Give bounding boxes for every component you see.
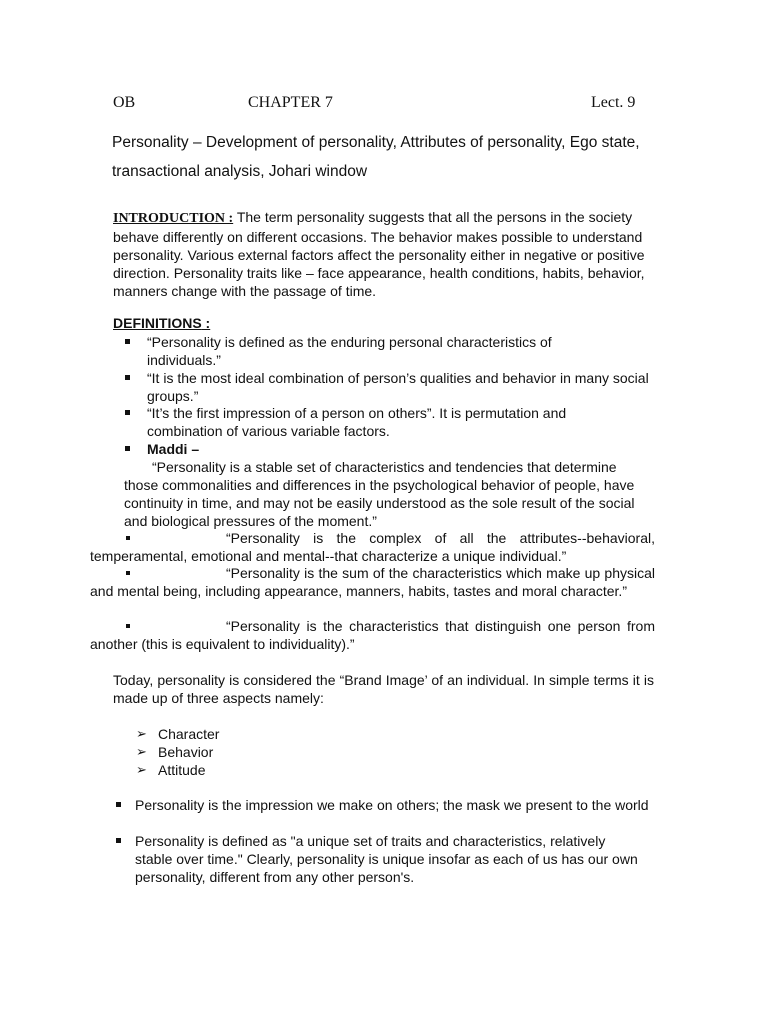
square-bullet-icon [116,802,121,807]
definition-extra: “Personality is the characteristics that distinguish one person from another (this is equivalent to individuality).” [90,618,655,652]
definition-extra: “Personality is the complex of all the attributes--behavioral, temperamental, emotional and mental--that characterize a unique individual.” [90,530,655,564]
maddi-quote: “Personality is a stable set of characteristics and tendencies that determine those commonalities and differences in the psychological behavior of people, have continuity in time, and may not be easily understood as the sole result of the social and biological pressures of the moment.” [124,459,635,529]
arrow-bullet-icon: ➢ [136,726,147,741]
closing-item: Personality is the impression we make on others; the mask we present to the world [135,797,649,813]
header-chapter: CHAPTER 7 [248,94,333,111]
aspect-item: Character [158,726,220,742]
square-bullet-icon [125,339,130,344]
square-bullet-icon [125,446,130,451]
definition-item: “It is the most ideal combination of person’s qualities and behavior in many social groups.” [147,370,649,404]
definition-item: “Personality is defined as the enduring personal characteristics of individuals.” [147,334,552,368]
introduction-label: INTRODUCTION : [113,211,234,226]
definition-item: “It’s the first impression of a person on others”. It is permutation and combination of various variable factors. [147,405,567,439]
definitions-heading [113,315,210,331]
header-course: OB [113,94,136,111]
square-bullet-icon [116,838,121,843]
square-bullet-icon [125,375,130,380]
aspect-item: Attitude [158,762,206,778]
definition-extra: “Personality is the sum of the characteristics which make up physical and mental being, including appearance, manners, habits, tastes and moral character.” [90,565,655,599]
introduction-paragraph [113,208,658,300]
arrow-bullet-icon: ➢ [136,762,147,777]
today-paragraph: Today, personality is considered the “Brand Image’ of an individual. In simple terms it is made up of three aspects namely: [113,672,654,706]
square-bullet-icon [125,410,130,415]
aspect-item: Behavior [158,744,214,760]
arrow-bullet-icon: ➢ [136,744,147,759]
definitions-colon: : [201,315,211,331]
maddi-label: Maddi – [147,441,200,457]
header-lecture: Lect. 9 [591,94,636,111]
definitions-title: DEFINITIONS [113,315,202,331]
introduction-text: The term personality suggests that all the persons in the society behave differently on different occasions. The behavior makes possible to understand personality. Various external factors affect the personality either in negative or positive direction. Personality traits like – face appearance, health conditions, habits, behavior, manners change with the passage of time. [113,209,645,299]
chapter-subtitle: Personality – Development of personality, Attributes of personality, Ego state, transactional analysis, Johari window [112,134,640,180]
closing-item: Personality is defined as "a unique set of traits and characteristics, relatively stable over time." Clearly, personality is unique insofar as each of us has our own personality, different from any other person's. [135,833,638,885]
